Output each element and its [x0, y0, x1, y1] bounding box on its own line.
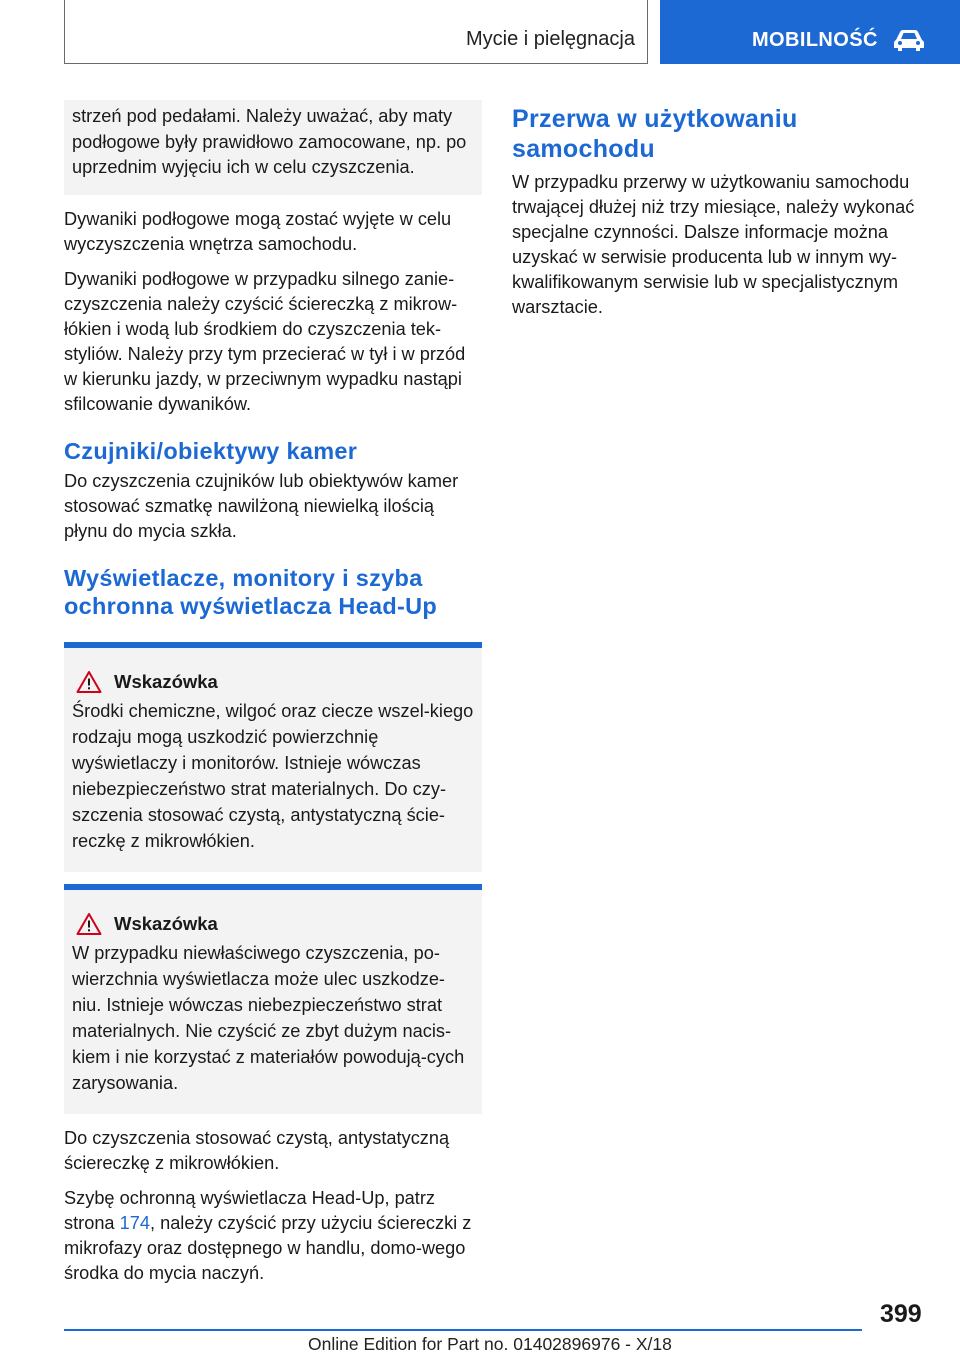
left-column	[64, 100, 482, 1286]
heading-storage: Przerwa w użytkowaniu samochodu	[512, 105, 798, 163]
warning-note	[64, 642, 482, 872]
note-text: Środki chemiczne, wilgoć oraz ciecze wszel-kiego rodzaju mogą uszkodzić powierzchnię wyświetlaczy i monitorów. Istnieje wówczas niebezpieczeństwo strat materialnych. Do czy-szczenia stosować czystą, antystatyczną ście-reczkę z mikrowłókien.	[72, 700, 474, 851]
paragraph: Do czyszczenia czujników lub obiektywów kamer stosować szmatkę nawilżoną niewielką ilością płynu do mycia szkła.	[64, 470, 459, 541]
paragraph-text: Szybę ochronną wyświetlacza Head-Up, patrz strona	[64, 1187, 435, 1233]
note-text: W przypadku niewłaściwego czyszczenia, po-wierzchnia wyświetlacza może ulec uszkodze-niu. Istnieje wówczas niebezpieczeństwo strat materialnych. Nie czyścić ze zbyt dużym nacis-kiem i nie korzystać z materiałów powodują-cych zarysowania.	[72, 942, 465, 1093]
warning-note	[64, 884, 482, 1114]
heading-displays: Wyświetlacze, monitory i szyba ochronna wyświetlacza Head-Up	[64, 564, 438, 619]
paragraph: Dywaniki podłogowe mogą zostać wyjęte w celu wyczyszczenia wnętrza samochodu.	[64, 208, 452, 254]
footer-divider	[64, 1329, 862, 1331]
chapter-title: MOBILNOŚĆ	[752, 29, 878, 51]
chapter-tab[interactable]	[660, 0, 960, 64]
heading-sensors: Czujniki/obiektywy kamer	[64, 437, 358, 464]
continued-box-text: strzeń pod pedałami. Należy uważać, aby maty podłogowe były prawidłowo zamocowane, np. po uprzednim wyjęciu ich w celu czyszczenia.	[72, 106, 467, 177]
paragraph: Dywaniki podłogowe w przypadku silnego zanie-czyszczenia należy czyścić ściereczką z mikrow-łókien i wodą lub środkiem do czyszczenia tek-styliów. Należy przy tym przecierać w tył i w przód w kierunku jazdy, w przeciwnym wypadku nastąpi sfilcowanie dywaników.	[64, 268, 466, 414]
paragraph-text: , należy czyścić przy użyciu ściereczki z mikrofazy oraz dostępnego w handlu, domo-wego środka do mycia naczyń.	[64, 1212, 472, 1283]
paragraph: W przypadku przerwy w użytkowaniu samochodu trwającej dłużej niż trzy miesiące, należy wykonać specjalne czynności. Dalsze informacje można uzyskać w serwisie producenta lub w innym wy-kwalifikowanym serwisie lub w specjalistycznym warsztacie.	[512, 172, 915, 317]
page-link[interactable]: 174	[119, 1212, 150, 1233]
continued-box	[64, 100, 482, 195]
car-icon	[892, 28, 926, 52]
warning-icon	[76, 670, 102, 694]
footer-edition: Online Edition for Part no. 01402896976 - X/18	[308, 1334, 672, 1354]
note-title: Wskazówka	[114, 912, 218, 934]
note-title-row	[72, 668, 474, 696]
right-column	[512, 100, 932, 320]
warning-icon	[76, 912, 102, 936]
note-title: Wskazówka	[114, 670, 218, 692]
section-title: Mycie i pielęgnacja	[466, 28, 635, 50]
note-title-row	[72, 910, 474, 938]
page-number: 399	[880, 1300, 922, 1328]
header-section-box	[64, 0, 648, 64]
paragraph: Do czyszczenia stosować czystą, antystatyczną ściereczkę z mikrowłókien.	[64, 1127, 450, 1173]
paragraph-with-link	[64, 1186, 482, 1286]
